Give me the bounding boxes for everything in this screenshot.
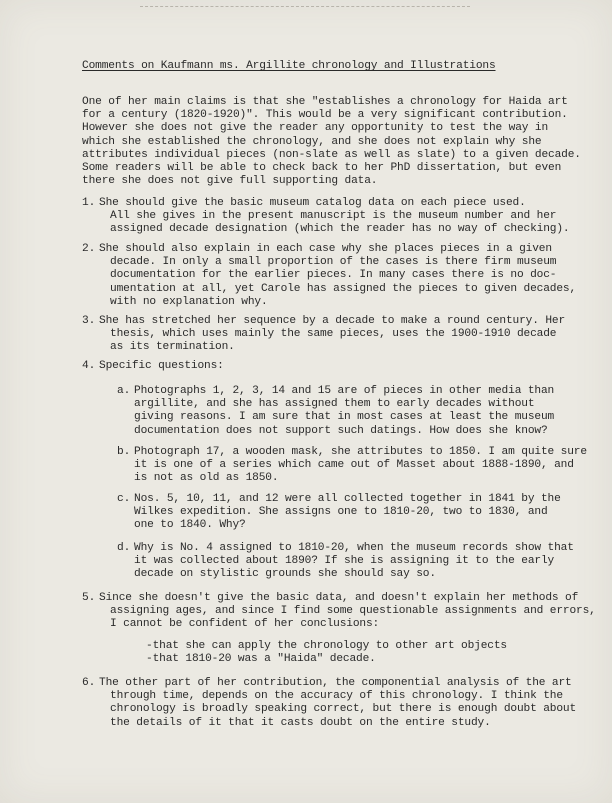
item-line: She should also explain in each case why she places pieces in a given [99, 243, 552, 255]
item-line: as its termination. [110, 341, 235, 354]
intro-line: there she does not give full supporting data. [82, 175, 378, 188]
item-line: umentation at all, yet Carole has assigned the pieces to given decades, [110, 282, 577, 295]
intro-line: Some readers will be able to check back to her PhD dissertation, but even [82, 162, 562, 175]
numbered-item-3 [82, 315, 582, 355]
item-line: I cannot be confident of her conclusions: [110, 618, 380, 631]
item-number: 5. [82, 592, 96, 604]
item-line: chronology is broadly speaking correct, but there is enough doubt about [110, 703, 577, 716]
item-line: with no explanation why. [110, 295, 268, 308]
item-line: She should give the basic museum catalog data on each piece used. [99, 197, 526, 209]
numbered-item-6 [82, 677, 582, 730]
numbered-item-5 [82, 592, 596, 632]
intro-paragraph [82, 96, 582, 188]
sub-item-d [117, 542, 587, 582]
sub-item-a [117, 385, 587, 438]
sub-item-letter: d. [117, 542, 131, 554]
item-number: 4. [82, 360, 96, 372]
numbered-item-1 [82, 197, 582, 237]
item-number: 1. [82, 197, 96, 209]
sub-item-line: Photographs 1, 2, 3, 14 and 15 are of pieces in other media than [134, 385, 555, 397]
item-line: The other part of her contribution, the componential analysis of the art [99, 677, 572, 689]
item-line: Specific questions: [99, 360, 224, 372]
item-number: 6. [82, 677, 96, 689]
sub-item-c [117, 493, 587, 533]
item-line: the details of it that it casts doubt on the entire study. [110, 716, 491, 729]
intro-line: for a century (1820-1920)". This would be a very significant contribution. [82, 109, 568, 122]
sub-item-line: documentation does not support such datings. How does she know? [134, 424, 548, 437]
sub-item-line: Photograph 17, a wooden mask, she attributes to 1850. I am quite sure [134, 446, 587, 458]
conclusion-line: -that she can apply the chronology to other art objects [146, 640, 507, 652]
scan-edge-line [140, 6, 470, 8]
intro-line: which she established the chronology, and she does not explain why she [82, 135, 542, 148]
item-line: She has stretched her sequence by a decade to make a round century. Her [99, 315, 566, 327]
intro-line: One of her main claims is that she "establishes a chronology for Haida art [82, 96, 568, 108]
item-line: All she gives in the present manuscript is the museum number and her [110, 210, 557, 223]
sub-item-line: decade on stylistic grounds she should say so. [134, 568, 436, 581]
sub-item-line: it was collected about 1890? If she is assigning it to the early [134, 555, 555, 568]
conclusion-line: -that 1810-20 was a "Haida" decade. [146, 653, 376, 666]
sub-item-line: Wilkes expedition. She assigns one to 1810-20, two to 1830, and [134, 506, 548, 519]
item-line: documentation for the earlier pieces. In many cases there is no doc- [110, 269, 557, 282]
numbered-item-4 [82, 360, 582, 373]
sub-item-letter: b. [117, 446, 131, 458]
numbered-item-2 [82, 243, 582, 309]
item-line: through time, depends on the accuracy of this chronology. I think the [110, 690, 563, 703]
item-number: 2. [82, 243, 96, 255]
sub-item-line: one to 1840. Why? [134, 519, 246, 532]
item-line: decade. In only a small proportion of the cases is there firm museum [110, 256, 557, 269]
item-number: 3. [82, 315, 96, 327]
sub-item-line: giving reasons. I am sure that in most cases at least the museum [134, 411, 555, 424]
sub-item-letter: a. [117, 385, 131, 397]
sub-item-line: is not as old as 1850. [134, 472, 279, 485]
sub-item-line: Why is No. 4 assigned to 1810-20, when the museum records show that [134, 542, 574, 554]
item-line: assigned decade designation (which the reader has no way of checking). [110, 223, 570, 236]
intro-line: However she does not give the reader any opportunity to test the way in [82, 122, 549, 135]
intro-line: attributes individual pieces (non-slate as well as slate) to a given decade. [82, 148, 581, 161]
item-line: thesis, which uses mainly the same pieces, uses the 1900-1910 decade [110, 328, 557, 341]
item-line: assigning ages, and since I find some questionable assignments and errors, [110, 605, 596, 618]
conclusions-list [146, 640, 507, 666]
document-title: Comments on Kaufmann ms. Argillite chronology and Illustrations [82, 60, 496, 72]
item-line: Since she doesn't give the basic data, and doesn't explain her methods of [99, 592, 579, 604]
sub-item-letter: c. [117, 493, 131, 505]
sub-item-line: argillite, and she has assigned them to early decades without [134, 398, 535, 411]
sub-item-b [117, 446, 587, 486]
sub-item-line: Nos. 5, 10, 11, and 12 were all collected together in 1841 by the [134, 493, 561, 505]
sub-item-line: it is one of a series which came out of Masset about 1888-1890, and [134, 459, 574, 472]
